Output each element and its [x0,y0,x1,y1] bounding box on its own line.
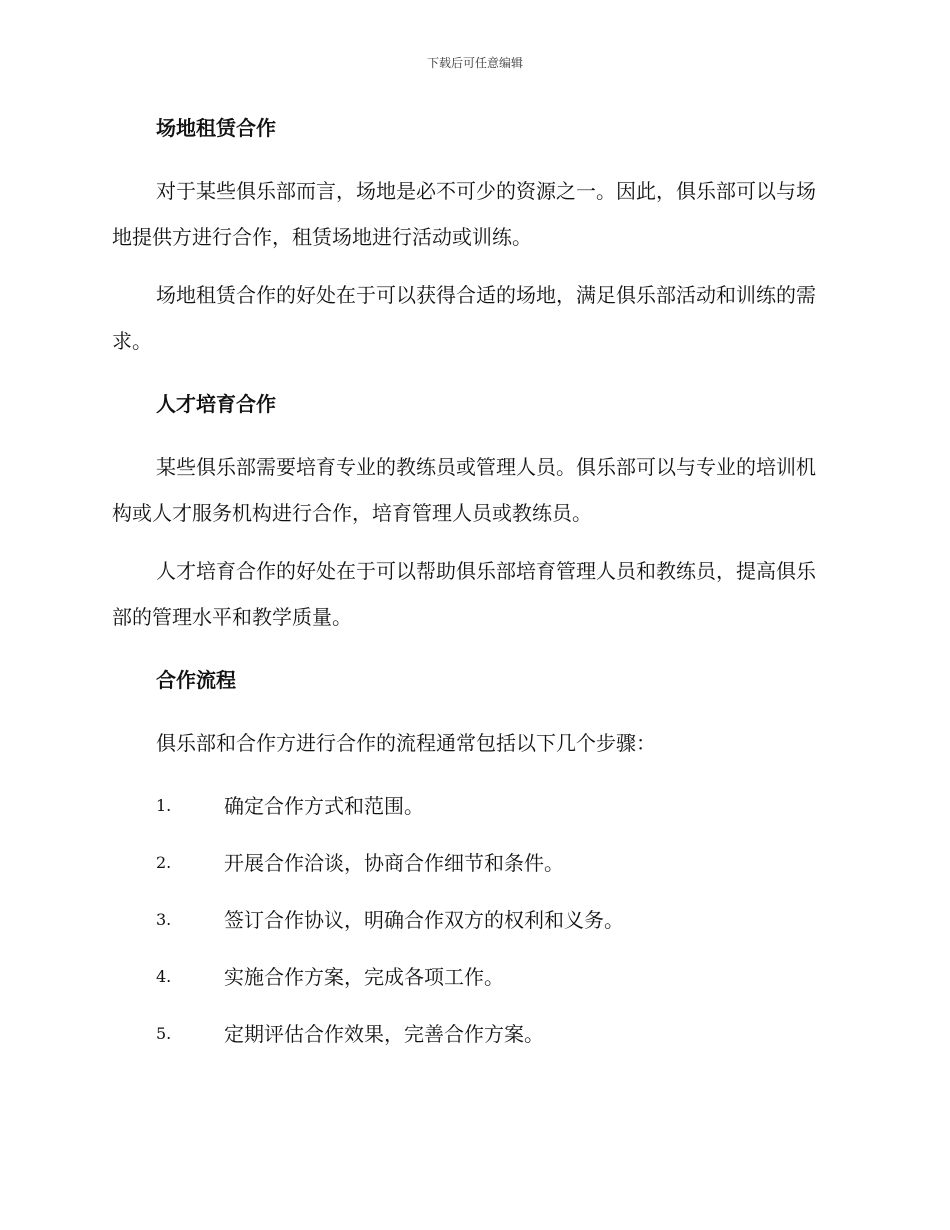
section-heading: 合作流程 [156,668,236,692]
paragraph: 对于某些俱乐部而言，场地是必不可少的资源之一。因此，俱乐部可以与场地提供方进行合作，租赁场地进行活动或训练。 [112,179,816,249]
step-number: 2. [156,853,172,872]
document-body [112,110,832,1073]
step-number: 4. [156,967,172,986]
section-talent-cultivation [112,386,832,640]
step-number: 3. [156,910,172,929]
list-item [112,959,832,995]
section-cooperation-process [112,662,832,1052]
header-note: 下载后可任意编辑 [426,56,523,70]
step-number: 5. [156,1024,172,1043]
step-text: 签订合作协议，明确合作双方的权利和义务。 [224,908,624,932]
step-text: 实施合作方案，完成各项工作。 [224,965,504,989]
list-item [112,845,832,881]
list-item [112,1016,832,1052]
paragraph: 场地租赁合作的好处在于可以获得合适的场地，满足俱乐部活动和训练的需求。 [112,283,816,353]
list-item [112,902,832,938]
step-text: 开展合作洽谈，协商合作细节和条件。 [224,851,564,875]
section-heading: 场地租赁合作 [156,116,276,140]
step-text: 确定合作方式和范围。 [224,794,424,818]
paragraph: 某些俱乐部需要培育专业的教练员或管理人员。俱乐部可以与专业的培训机构或人才服务机构进行合作，培育管理人员或教练员。 [112,455,816,525]
step-number: 1. [156,796,172,815]
steps-list [112,788,832,1052]
list-item [112,788,832,824]
paragraph: 俱乐部和合作方进行合作的流程通常包括以下几个步骤： [156,731,656,755]
section-heading: 人才培育合作 [156,392,276,416]
section-venue-rental [112,110,832,364]
paragraph: 人才培育合作的好处在于可以帮助俱乐部培育管理人员和教练员，提高俱乐部的管理水平和教学质量。 [112,559,816,629]
step-text: 定期评估合作效果，完善合作方案。 [224,1022,544,1046]
